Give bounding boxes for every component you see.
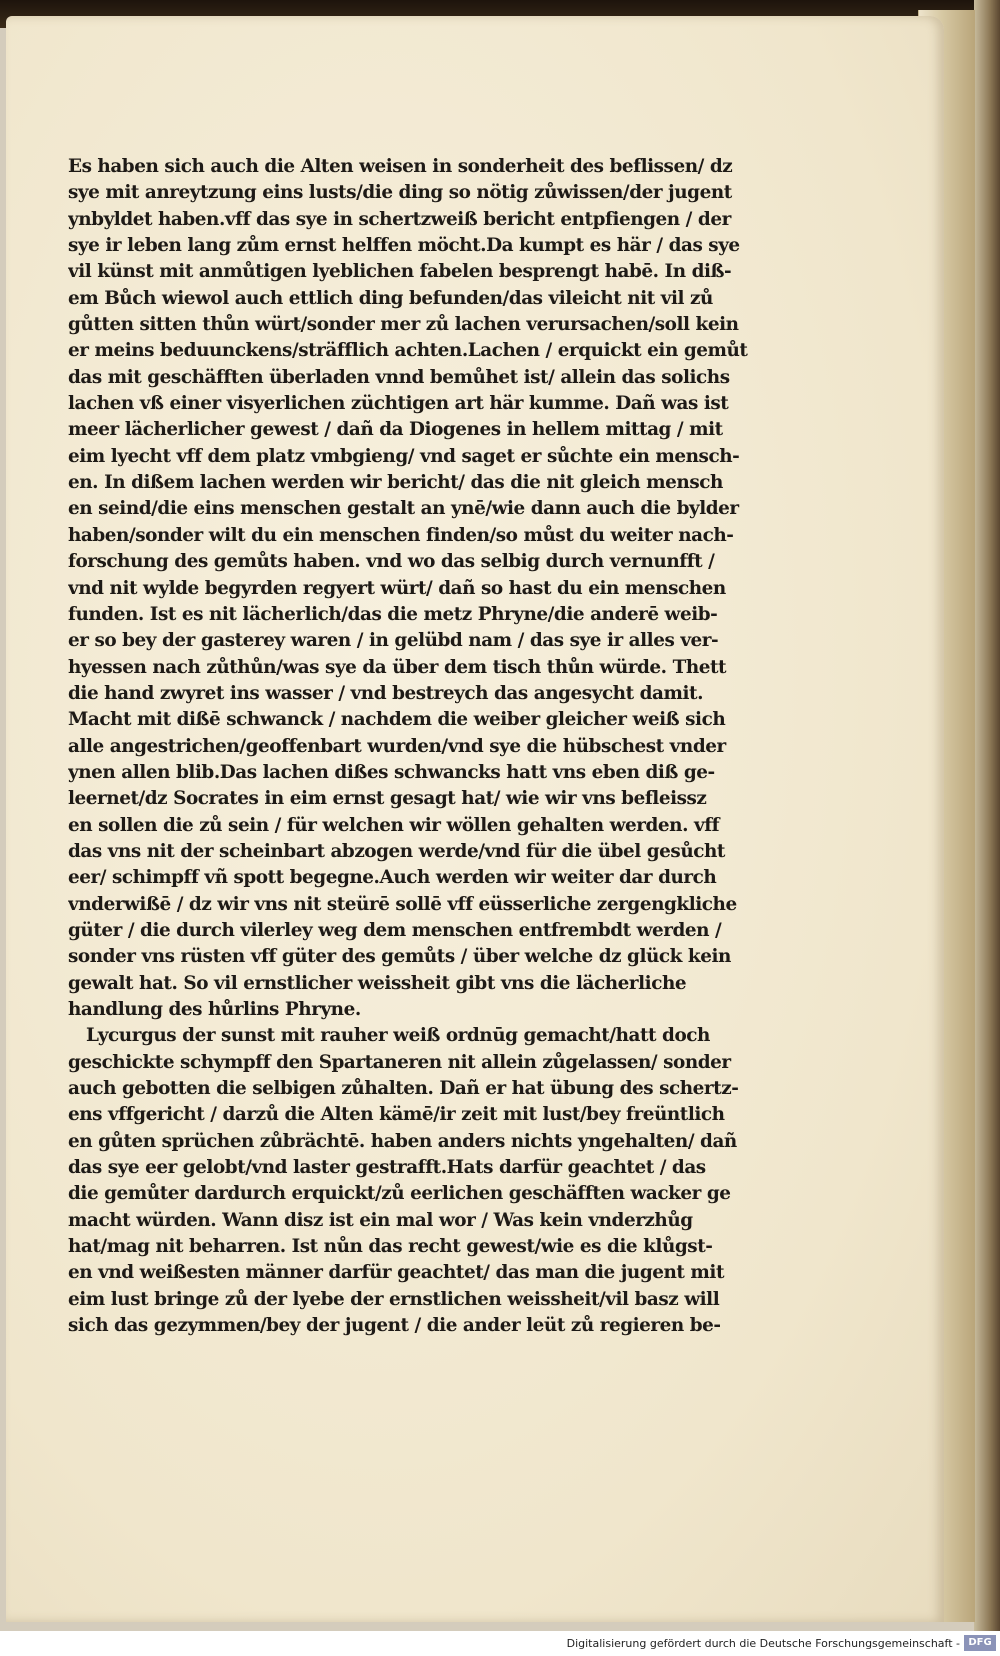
text-line: ynbyldet haben.vff das sye in schertzweiß bericht entpfiengen / der: [68, 208, 731, 230]
text-line: alle angestrichen/geoffenbart wurden/vnd sye die hübschest vnder: [68, 735, 726, 757]
text-line: Lycurgus der sunst mit rauher weiß ordnūg gemacht/hatt doch: [86, 1025, 710, 1047]
text-line: gewalt hat. So vil ernstlicher weissheit gibt vns die lächerliche: [68, 972, 687, 994]
text-line: er so bey der gasterey waren / in gelübd nam / das sye ir alles ver-: [68, 630, 719, 652]
text-line: en gůten sprüchen zůbrächtē. haben anders nichts yngehalten/ dañ: [68, 1130, 737, 1152]
footer-bar: [0, 1631, 1000, 1656]
text-line: vnd nit wylde begyrden regyert würt/ dañ so hast du ein menschen: [68, 577, 726, 599]
text-line: sich das gezymmen/bey der jugent / die ander leüt zů regieren be-: [68, 1315, 721, 1337]
text-line: eim lyecht vff dem platz vmbgieng/ vnd saget er sůchte ein mensch-: [68, 445, 740, 467]
text-line: hat/mag nit beharren. Ist nůn das recht gewest/wie es die klůgst-: [68, 1236, 713, 1258]
text-line: lachen vß einer visyerlichen züchtigen art här kumme. Dañ was ist: [68, 393, 729, 415]
text-line: er meins beduunckens/sträfflich achten.Lachen / erquickt ein gemůt: [68, 340, 748, 362]
text-line: ens vffgericht / darzů die Alten kämē/ir zeit mit lust/bey freüntlich: [68, 1104, 725, 1126]
text-line: eer/ schimpff vñ spott begegne.Auch werden wir weiter dar durch: [68, 867, 717, 889]
text-line: sye ir leben lang zům ernst helffen möcht.Da kumpt es här / das sye: [68, 235, 740, 257]
text-line: geschickte schympff den Spartaneren nit allein zůgelassen/ sonder: [68, 1051, 731, 1073]
text-line: eim lust bringe zů der lyebe der ernstlichen weissheit/vil basz will: [68, 1288, 720, 1310]
text-line: die gemůter dardurch erquickt/zů eerlichen geschäfften wacker ge: [68, 1183, 731, 1205]
text-line: auch gebotten die selbigen zůhalten. Dañ er hat übung des schertz-: [68, 1078, 739, 1100]
text-line: sye mit anreytzung eins lusts/die ding so nötig zůwissen/der jugent: [68, 182, 732, 204]
text-line: gůtten sitten thůn würt/sonder mer zů lachen verursachen/soll kein: [68, 314, 739, 336]
text-line: vil künst mit anmůtigen lyeblichen fabelen besprengt habē. In diß-: [68, 261, 732, 283]
text-line: forschung des gemůts haben. vnd wo das selbig durch vernunfft /: [68, 551, 715, 573]
text-line: em Bůch wiewol auch ettlich ding befunden/das vileicht nit vil zů: [68, 287, 713, 309]
body-text: [68, 154, 768, 1339]
text-line: Macht mit dißē schwanck / nachdem die weiber gleicher weiß sich: [68, 709, 726, 731]
dfg-logo-icon: DFG: [964, 1635, 996, 1651]
text-line: leernet/dz Socrates in eim ernst gesagt hat/ wie wir vns befleissz: [68, 788, 707, 810]
book-edge-right: [974, 0, 1000, 1656]
text-line: meer lächerlicher gewest / dañ da Diogenes in hellem mittag / mit: [68, 419, 723, 441]
text-line: en. In dißem lachen werden wir bericht/ das die nit gleich mensch: [68, 472, 723, 494]
text-line: das vns nit der scheinbart abzogen werde/vnd für die übel gesůcht: [68, 840, 725, 862]
text-line: en sollen die zů sein / für welchen wir wöllen gehalten werden. vff: [68, 814, 720, 836]
text-line: en seind/die eins menschen gestalt an ynē/wie dann auch die bylder: [68, 498, 739, 520]
text-line: die hand zwyret ins wasser / vnd bestreych das angesycht damit.: [68, 682, 704, 704]
book-page: [6, 16, 944, 1622]
footer-credit: Digitalisierung gefördert durch die Deutsche Forschungsgemeinschaft -: [566, 1637, 960, 1650]
text-line: macht würden. Wann disz ist ein mal wor / Was kein vnderzhůg: [68, 1209, 693, 1231]
text-line: vnderwißē / dz wir vns nit steürē sollē vff eüsserliche zergengkliche: [68, 893, 737, 915]
text-line: en vnd weißesten männer darfür geachtet/ das man die jugent mit: [68, 1262, 724, 1284]
text-line: funden. Ist es nit lächerlich/das die metz Phryne/die anderē weib-: [68, 603, 718, 625]
text-line: handlung des hůrlins Phryne.: [68, 999, 361, 1020]
text-line: das sye eer gelobt/vnd laster gestrafft.Hats darfür geachtet / das: [68, 1157, 706, 1179]
text-line: haben/sonder wilt du ein menschen finden/so můst du weiter nach-: [68, 524, 734, 546]
text-line: ynen allen blib.Das lachen dißes schwancks hatt vns eben diß ge-: [68, 761, 715, 783]
text-line: sonder vns rüsten vff güter des gemůts / über welche dz glück kein: [68, 946, 731, 968]
text-line: güter / die durch vilerley weg dem menschen entfrembdt werden /: [68, 919, 722, 941]
text-line: hyessen nach zůthůn/was sye da über dem tisch thůn würde. Thett: [68, 656, 727, 678]
text-line: Es haben sich auch die Alten weisen in sonderheit des beflissen/ dz: [68, 156, 733, 177]
text-line: das mit geschäfften überladen vnnd bemůhet ist/ allein das solichs: [68, 366, 730, 388]
